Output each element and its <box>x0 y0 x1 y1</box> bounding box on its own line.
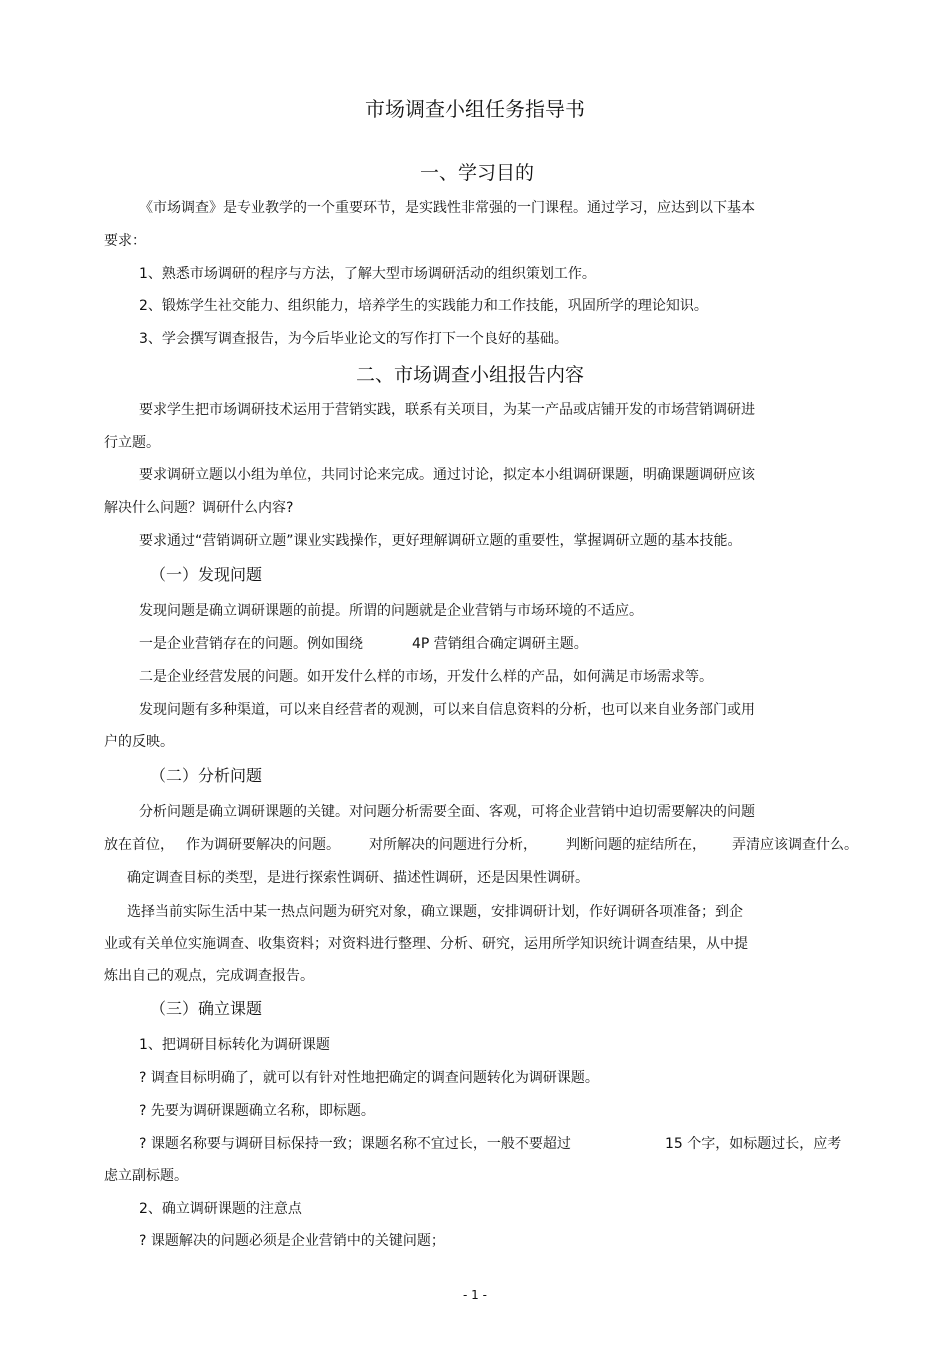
document-title: 市场调查小组任务指导书 <box>365 97 585 121</box>
paragraph-line: 一是企业营销存在的问题。例如围绕 <box>139 636 363 652</box>
paragraph-line: 放在首位， <box>104 837 174 853</box>
paragraph-line: 解决什么问题？调研什么内容? <box>104 500 294 516</box>
paragraph-line: 要求： <box>104 233 146 249</box>
section-heading-learning-goals: 一、学习目的 <box>420 162 535 184</box>
paragraph-line: 确定调查目标的类型，是进行探索性调研、描述性调研，还是因果性调研。 <box>127 870 589 886</box>
section-heading-report-content: 二、市场调查小组报告内容 <box>356 364 585 386</box>
paragraph-line: 要求学生把市场调研技术运用于营销实践，联系有关项目，为某一产品或店铺开发的市场营销调研进 <box>139 402 755 418</box>
bullet-item: 15 个字，如标题过长，应考 <box>665 1136 842 1152</box>
list-item: 1、把调研目标转化为调研课题 <box>139 1037 330 1053</box>
list-item: 2、确立调研课题的注意点 <box>139 1201 302 1217</box>
paragraph-line: 《市场调查》是专业教学的一个重要环节，是实践性非常强的一门课程。通过学习，应达到以下基本 <box>139 200 755 216</box>
list-item: 3、学会撰写调查报告，为今后毕业论文的写作打下一个良好的基础。 <box>139 331 568 347</box>
page-number: - 1 - <box>463 1288 487 1302</box>
bullet-item: ? 先要为调研课题确立名称，即标题。 <box>139 1103 375 1119</box>
paragraph-line: 弄清应该调查什么。 <box>732 837 858 853</box>
bullet-item: ? 课题名称要与调研目标保持一致；课题名称不宜过长，一般不要超过 <box>139 1136 571 1152</box>
paragraph-line: 要求调研立题以小组为单位，共同讨论来完成。通过讨论，拟定本小组调研课题，明确课题调研应该 <box>139 467 755 483</box>
paragraph-line: 选择当前实际生活中某一热点问题为研究对象，确立课题，安排调研计划，作好调研各项准备；到企 <box>127 904 743 920</box>
subsection-heading-analyze-problem: （二）分析问题 <box>150 766 263 785</box>
subsection-heading-find-problem: （一）发现问题 <box>150 565 263 584</box>
paragraph-line: 业或有关单位实施调查、收集资料；对资料进行整理、分析、研究，运用所学知识统计调查结果，从中提 <box>104 936 748 952</box>
paragraph-line: 4P 营销组合确定调研主题。 <box>412 636 588 652</box>
paragraph-line: 户的反映。 <box>104 734 174 750</box>
bullet-item: ? 调查目标明确了，就可以有针对性地把确定的调查问题转化为调研课题。 <box>139 1070 599 1086</box>
list-item: 1、熟悉市场调研的程序与方法，了解大型市场调研活动的组织策划工作。 <box>139 266 596 282</box>
paragraph-line: 要求通过“营销调研立题”课业实践操作，更好理解调研立题的重要性，掌握调研立题的基本技能。 <box>139 533 742 549</box>
paragraph-line: 发现问题有多种渠道，可以来自经营者的观测，可以来自信息资料的分析，也可以来自业务部门或用 <box>139 702 755 718</box>
paragraph-line: 对所解决的问题进行分析， <box>369 837 537 853</box>
paragraph-line: 判断问题的症结所在， <box>566 837 706 853</box>
paragraph-line: 二是企业经营发展的问题。如开发什么样的市场，开发什么样的产品，如何满足市场需求等。 <box>139 669 713 685</box>
paragraph-line: 分析问题是确立调研课题的关键。对问题分析需要全面、客观，可将企业营销中迫切需要解决的问题 <box>139 804 755 820</box>
bullet-item: ? 课题解决的问题必须是企业营销中的关键问题； <box>139 1233 445 1249</box>
list-item: 2、锻炼学生社交能力、组织能力，培养学生的实践能力和工作技能，巩固所学的理论知识。 <box>139 298 708 314</box>
paragraph-line: 虑立副标题。 <box>104 1168 188 1184</box>
paragraph-line: 炼出自己的观点，完成调查报告。 <box>104 968 314 984</box>
subsection-heading-establish-topic: （三）确立课题 <box>150 999 263 1018</box>
paragraph-line: 作为调研要解决的问题。 <box>186 837 340 853</box>
paragraph-line: 行立题。 <box>104 435 160 451</box>
paragraph-line: 发现问题是确立调研课题的前提。所谓的问题就是企业营销与市场环境的不适应。 <box>139 603 643 619</box>
